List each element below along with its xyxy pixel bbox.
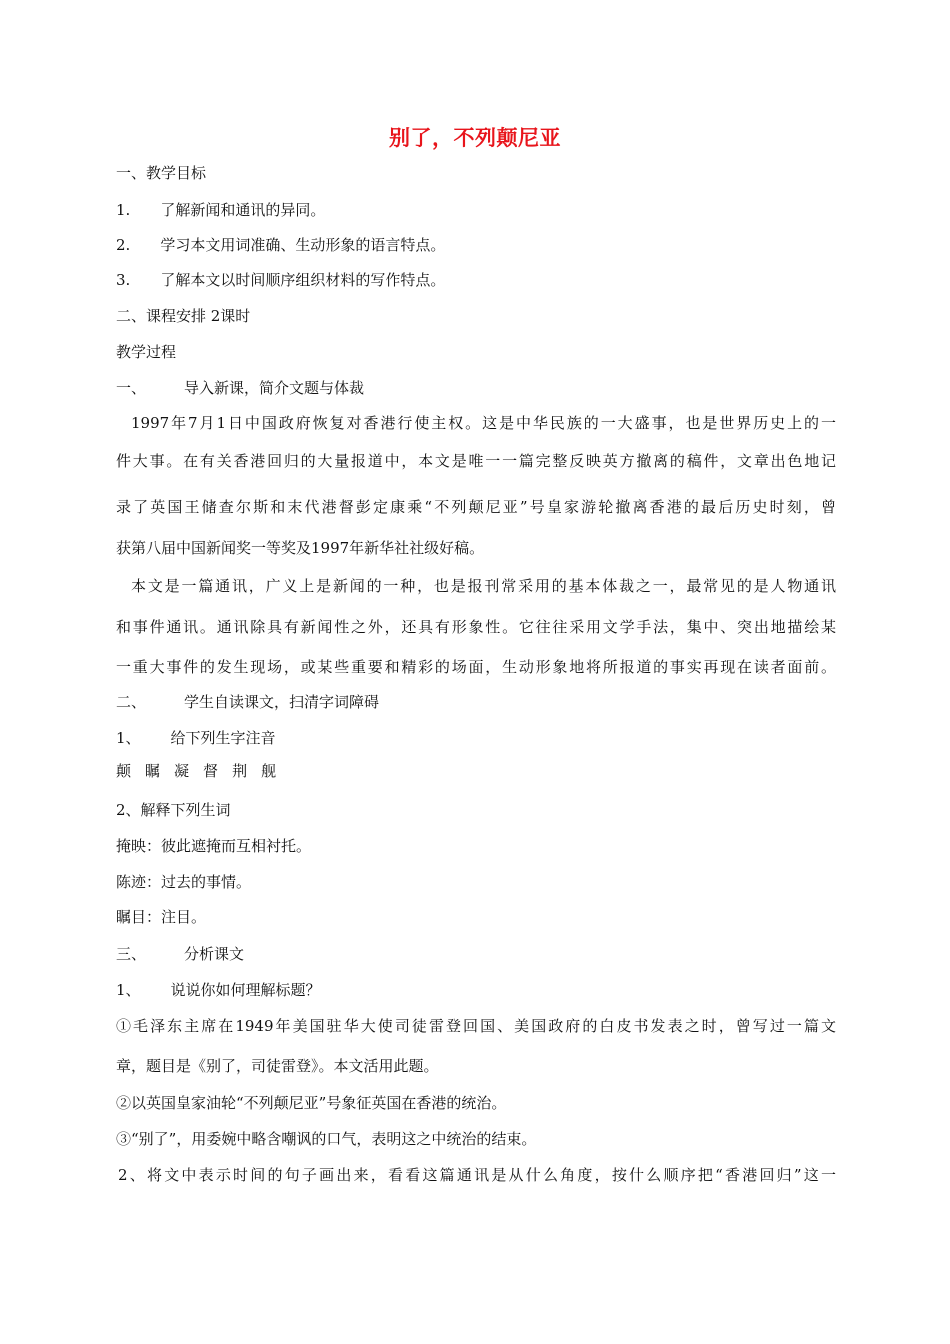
- paragraph-line: 和事件通讯。通讯除具有新闻性之外，还具有形象性。它往往采用文学手法，集中、突出地描绘某: [116, 618, 836, 636]
- character: 督: [203, 762, 219, 780]
- answer-line: 章，题目是《别了，司徒雷登》。本文活用此题。: [116, 1057, 439, 1075]
- section-heading-schedule: 二、课程安排 2课时: [116, 307, 251, 325]
- step-number: 二、: [116, 693, 147, 711]
- vocab-definition: 陈迹：过去的事情。: [116, 873, 252, 891]
- objective-text: 学习本文用词准确、生动形象的语言特点。: [160, 236, 446, 254]
- character: 荆: [232, 762, 248, 780]
- task-item-1: [116, 728, 276, 748]
- step-text: 学生自读课文，扫清字词障碍: [184, 693, 380, 711]
- answer-line: ①毛泽东主席在1949年美国驻华大使司徒雷登回国、美国政府的白皮书发表之时，曾写过一篇文: [116, 1017, 836, 1035]
- paragraph-line: 本文是一篇通讯，广义上是新闻的一种，也是报刊常采用的基本体裁之一，最常见的是人物通讯: [131, 577, 836, 595]
- objective-item-1: [116, 200, 325, 220]
- section-heading-objectives: 一、教学目标: [116, 164, 207, 182]
- step-heading-2: [116, 692, 379, 712]
- objective-text: 了解新闻和通讯的异同。: [160, 201, 326, 219]
- list-number: 1、: [116, 729, 141, 747]
- step-heading-3: [116, 944, 244, 964]
- teaching-process-heading: 教学过程: [116, 343, 177, 361]
- question-item-1: [116, 980, 321, 1000]
- list-number: 2.: [116, 236, 131, 254]
- step-text: 导入新课，简介文题与体裁: [184, 379, 365, 397]
- step-heading-1: [116, 378, 364, 398]
- objective-item-2: [116, 235, 445, 255]
- character: 凝: [174, 762, 190, 780]
- question-item-2: 2、将文中表示时间的句子画出来，看看这篇通讯是从什么角度，按什么顺序把“香港回归”这一: [118, 1166, 836, 1184]
- step-number: 三、: [116, 945, 147, 963]
- paragraph-line: 1997年7月1日中国政府恢复对香港行使主权。这是中华民族的一大盛事，也是世界历史上的一: [131, 414, 836, 432]
- objective-text: 了解本文以时间顺序组织材料的写作特点。: [160, 271, 446, 289]
- task-text: 给下列生字注音: [170, 729, 276, 747]
- paragraph-line: 录了英国王储查尔斯和末代港督彭定康乘“不列颠尼亚”号皇家游轮撤离香港的最后历史时刻，曾: [116, 498, 836, 516]
- paragraph-line: 获第八届中国新闻奖一等奖及1997年新华社社级好稿。: [116, 539, 485, 557]
- step-number: 一、: [116, 379, 147, 397]
- vocab-definition: 瞩目：注目。: [116, 908, 207, 926]
- task-item-2: 2、解释下列生词: [116, 801, 231, 819]
- character-list: [116, 761, 290, 781]
- list-number: 1、: [116, 981, 141, 999]
- answer-line: ②以英国皇家油轮“不列颠尼亚”号象征英国在香港的统治。: [116, 1094, 507, 1112]
- character: 瞩: [145, 762, 161, 780]
- list-number: 3.: [116, 271, 131, 289]
- objective-item-3: [116, 270, 445, 290]
- character: 颠: [116, 762, 132, 780]
- paragraph-line: 件大事。在有关香港回归的大量报道中，本文是唯一一篇完整反映英方撤离的稿件，文章出色地记: [116, 452, 836, 470]
- question-text: 说说你如何理解标题？: [170, 981, 321, 999]
- vocab-definition: 掩映：彼此遮掩而互相衬托。: [116, 837, 312, 855]
- character: 舰: [261, 762, 277, 780]
- document-title: 别了，不列颠尼亚: [389, 126, 561, 150]
- paragraph-line: 一重大事件的发生现场，或某些重要和精彩的场面，生动形象地将所报道的事实再现在读者面前。: [116, 658, 836, 676]
- list-number: 1.: [116, 201, 131, 219]
- answer-line: ③“别了”，用委婉中略含嘲讽的口气，表明这之中统治的结束。: [116, 1130, 537, 1148]
- step-text: 分析课文: [184, 945, 245, 963]
